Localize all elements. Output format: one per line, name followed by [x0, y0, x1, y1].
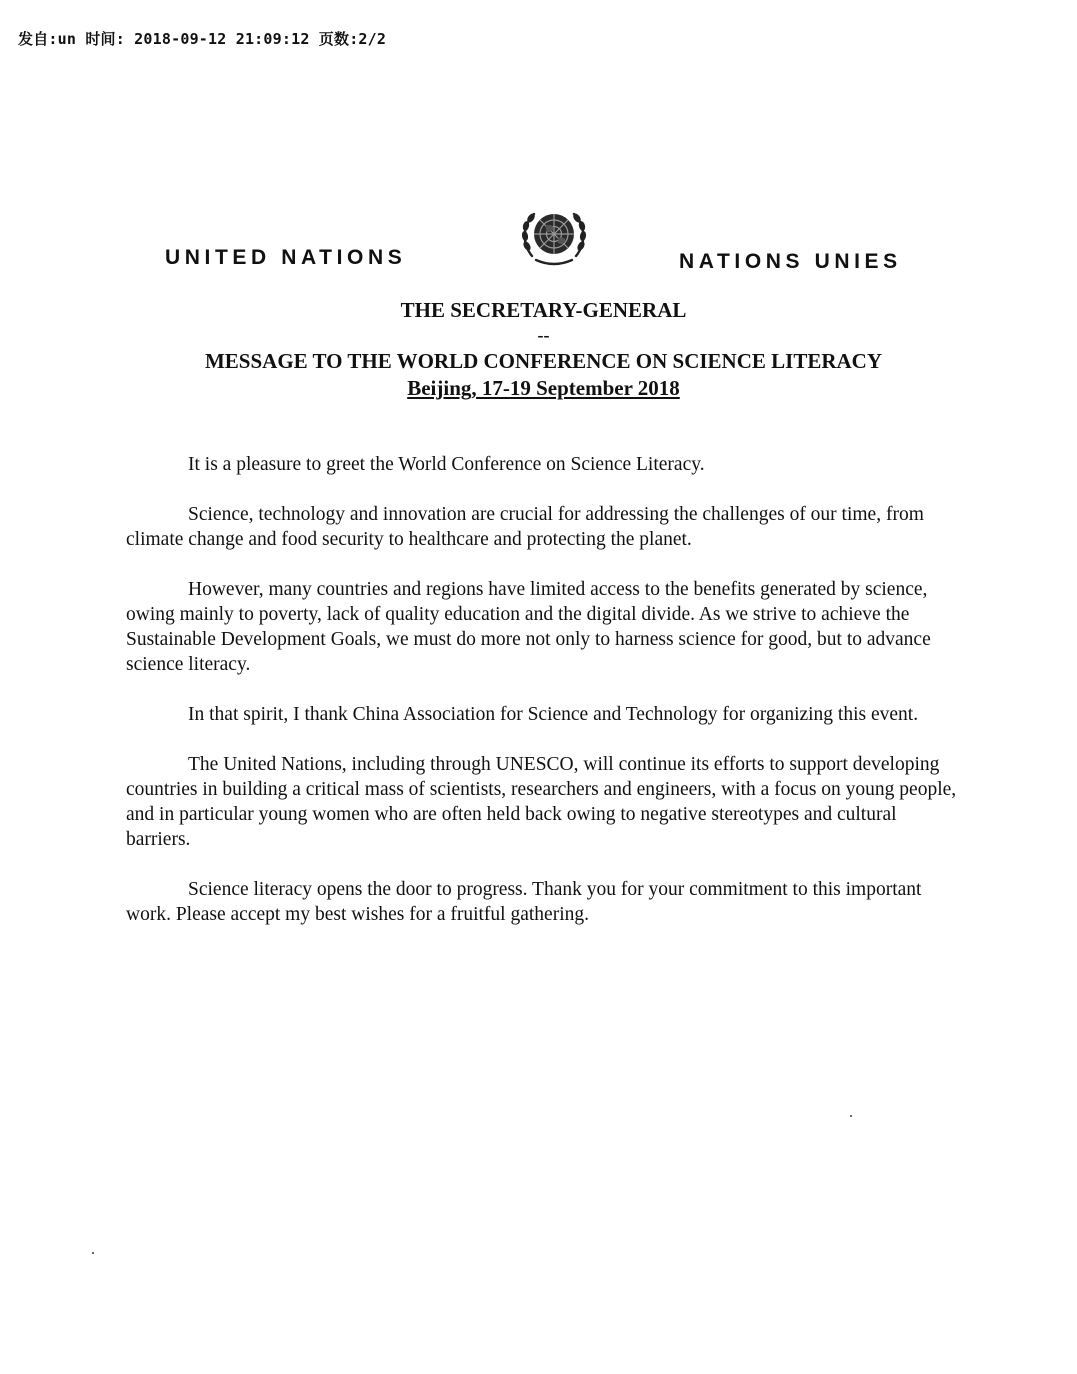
org-name-english: UNITED NATIONS	[165, 246, 407, 269]
paragraph: It is a pleasure to greet the World Conference on Science Literacy.	[188, 454, 705, 475]
paragraph: However, many countries and regions have limited access to the benefits generated by science, owing mainly to poverty, lack of quality education and the digital divide. As we strive to achieve the Sustainable Development Goals, we must do more not only to harness science for good, but to advance science literacy.	[126, 579, 931, 675]
un-emblem-icon	[518, 204, 590, 270]
paragraph: Science, technology and innovation are crucial for addressing the challenges of our time, from climate change and food security to healthcare and protecting the planet.	[126, 504, 924, 550]
org-name-french: NATIONS UNIES	[679, 250, 902, 273]
fax-header: 发自:un 时间: 2018-09-12 21:09:12 页数:2/2	[18, 30, 387, 48]
message-title: MESSAGE TO THE WORLD CONFERENCE ON SCIENCE LITERACY	[204, 349, 882, 373]
message-subtitle	[0, 376, 1077, 401]
title-separator: --	[537, 325, 550, 345]
paragraph: In that spirit, I thank China Association for Science and Technology for organizing this event.	[188, 704, 919, 725]
message-body	[126, 452, 962, 952]
office-title: THE SECRETARY-GENERAL	[400, 298, 687, 322]
location-date: Beijing, 17-19 September 2018	[407, 376, 680, 400]
scan-speck	[92, 1252, 94, 1254]
paragraph: Science literacy opens the door to progress. Thank you for your commitment to this important work. Please accept my best wishes for a fruitful gathering.	[126, 879, 922, 925]
paragraph: The United Nations, including through UNESCO, will continue its efforts to support developing countries in building a critical mass of scientists, researchers and engineers, with a focus on young people, and in particular young women who are often held back owing to negative stereotypes and cultural barriers.	[126, 754, 957, 850]
scan-speck	[850, 1115, 852, 1117]
